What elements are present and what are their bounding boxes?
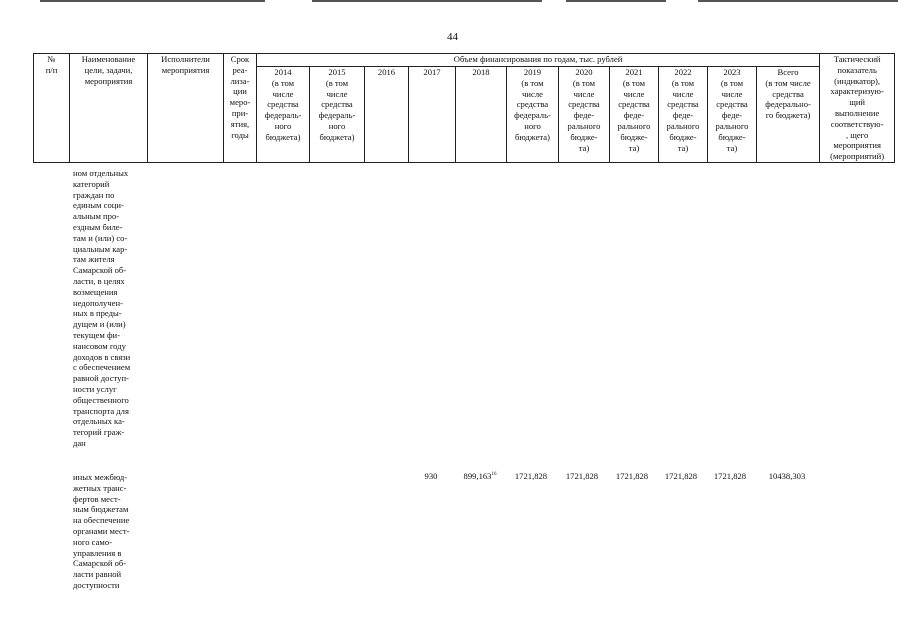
- row2-value-2017: 930: [424, 471, 438, 481]
- top-rule-far-right: [698, 0, 898, 2]
- header-year-2019: 2019 (в том числе средства федераль- ного бюджета): [507, 66, 559, 162]
- header-number: № п/п: [34, 54, 70, 163]
- header-financing-title: Объем финансирования по годам, тыс. рублей: [257, 54, 820, 67]
- row2-value-2018: [456, 471, 504, 481]
- row2-value-2019: 1721,828: [514, 471, 548, 481]
- row2-value-2018-amount: 899,163: [463, 471, 492, 481]
- row2-value-2020: 1721,828: [565, 471, 599, 481]
- header-year-2016: 2016: [365, 66, 409, 162]
- header-name: Наименование цели, задачи, мероприятия: [70, 54, 148, 163]
- header-year-2018: 2018: [456, 66, 507, 162]
- header-executors: Исполнители мероприятия: [148, 54, 224, 163]
- header-indicator: Тактический показатель (индикатор), характеризую- щий выполнение соответствую- , щего мероприятия (мероприятий): [820, 54, 895, 163]
- financing-table-header: [33, 53, 895, 163]
- row2-value-2021: 1721,828: [615, 471, 649, 481]
- footnote-marker: 16: [491, 472, 497, 478]
- header-year-2023: 2023 (в том числе средства феде- рального бюдже- та): [708, 66, 757, 162]
- top-rule-middle: [312, 0, 542, 2]
- header-year-2014: 2014 (в том числе средства федераль- ного бюджета): [257, 66, 310, 162]
- header-year-2015: 2015 (в том числе средства федераль- ного бюджета): [310, 66, 365, 162]
- header-term: Срок реа- лиза- ции меро- при- ятия, годы: [224, 54, 257, 163]
- top-rule-left: [40, 0, 265, 2]
- header-year-2021: 2021 (в том числе средства феде- рального бюдже- та): [610, 66, 659, 162]
- header-year-2020: 2020 (в том числе средства феде- рального бюдже- та): [559, 66, 610, 162]
- row2-value-total: 10438,303: [768, 471, 806, 481]
- row2-value-2023: 1721,828: [713, 471, 747, 481]
- row2-measure-text: иных межбюд- жетных транс- фертов мест- ным бюджетам на обеспечение органами мест- ного само- управления в Самарской об- ласти равной доступности: [73, 472, 130, 590]
- header-total: Всего (в том числе средства федерально- го бюджета): [757, 66, 820, 162]
- header-year-2017: 2017: [409, 66, 456, 162]
- header-year-2022: 2022 (в том числе средства феде- рального бюдже- та): [659, 66, 708, 162]
- top-rule-right: [566, 0, 666, 2]
- row2-value-2022: 1721,828: [664, 471, 698, 481]
- row1-measure-text: ном отдельных категорий граждан по единым соци- альным про- ездным биле- там и (или) со- циальным кар- там жителя Самарской об- ласти, в целях возмещения недополучен- ных в преды- дущем и (или) текущем фи- нансовом году доходов в связи с обеспечением равной доступ- ности услуг общественного транспорта для отдельных ка- тегорий граж- дан: [73, 168, 131, 448]
- page-number: 44: [447, 31, 458, 43]
